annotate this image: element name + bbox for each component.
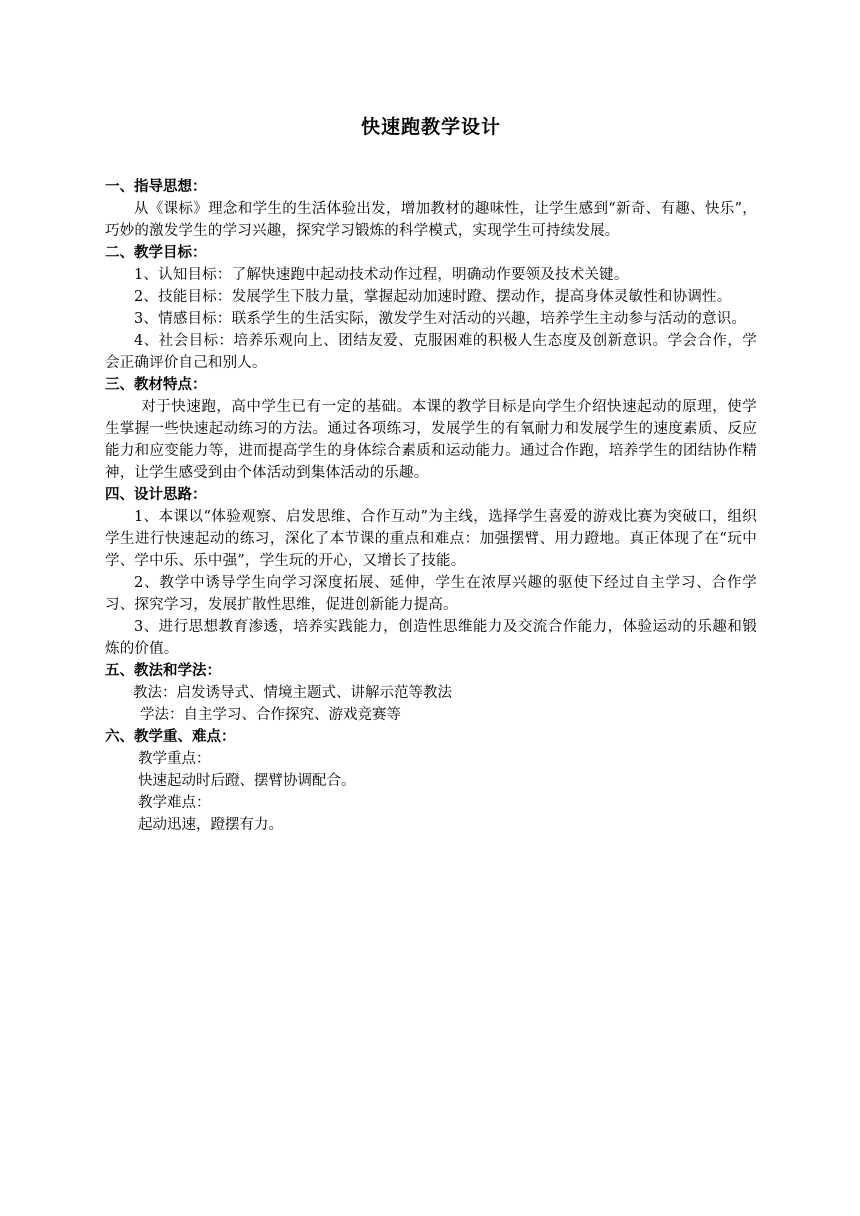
goal-emotion: 3、情感目标：联系学生的生活实际，激发学生对活动的兴趣，培养学生主动参与活动的意识。 bbox=[134, 311, 747, 327]
section-paragraph: 对于快速跑，高中学生已有一定的基础。本课的教学目标是向学生介绍快速起动的原理，使学生掌握一些快速起动练习的方法。通过各项练习，发展学生的有氧耐力和发展学生的速度素质、反应能力和应变能力等，进而提高学生的身体综合素质和运动能力。通过合作跑，培养学生的团结协作精神，让学生感受到由个体活动到集体活动的乐趣。 bbox=[105, 399, 757, 481]
section-key-points bbox=[105, 726, 757, 836]
section-design-ideas bbox=[105, 484, 757, 660]
goal-social: 4、社会目标：培养乐观向上、团结友爱、克服困难的积极人生态度及创新意识。学会合作，学会正确评价自己和别人。 bbox=[105, 333, 757, 371]
section-heading: 二、教学目标： bbox=[105, 245, 207, 261]
goal-skill: 2、技能目标：发展学生下肢力量，掌握起动加速时蹬、摆动作，提高身体灵敏性和协调性。 bbox=[134, 289, 732, 305]
design-idea-1: 1、本课以“体验观察、启发思维、合作互动”为主线，选择学生喜爱的游戏比赛为突破口，组织学生进行快速起动的练习，深化了本节课的重点和难点：加强摆臂、用力蹬地。真正体现了在“玩中学、学中乐、乐中强”，学生玩的开心，又增长了技能。 bbox=[105, 509, 757, 569]
section-teaching-goals bbox=[105, 242, 757, 374]
section-heading: 四、设计思路： bbox=[105, 487, 207, 503]
section-guiding-ideology bbox=[105, 176, 757, 242]
teaching-method: 教法：启发诱导式、情境主题式、讲解示范等教法 bbox=[133, 685, 452, 701]
section-material-features bbox=[105, 374, 757, 484]
learning-method: 学法：自主学习、合作探究、游戏竞赛等 bbox=[140, 707, 401, 723]
key-point-label: 教学重点： bbox=[138, 751, 211, 767]
design-idea-3: 3、进行思想教育渗透，培养实践能力，创造性思维能力及交流合作能力，体验运动的乐趣和锻炼的价值。 bbox=[105, 619, 757, 657]
section-heading: 五、教法和学法： bbox=[105, 663, 221, 679]
section-heading: 六、教学重、难点： bbox=[105, 729, 236, 745]
document-page bbox=[105, 112, 757, 836]
section-heading: 三、教材特点： bbox=[105, 377, 207, 393]
section-teaching-methods bbox=[105, 660, 757, 726]
key-point-text: 快速起动时后蹬、摆臂协调配合。 bbox=[138, 773, 356, 789]
goal-cognitive: 1、认知目标：了解快速跑中起动技术动作过程，明确动作要领及技术关键。 bbox=[134, 267, 629, 283]
design-idea-2: 2、教学中诱导学生向学习深度拓展、延伸，学生在浓厚兴趣的驱使下经过自主学习、合作学习、探究学习，发展扩散性思维，促进创新能力提高。 bbox=[105, 575, 757, 613]
section-heading: 一、指导思想： bbox=[105, 179, 207, 195]
document-title: 快速跑教学设计 bbox=[360, 116, 501, 138]
section-paragraph: 从《课标》理念和学生的生活体验出发，增加教材的趣味性，让学生感到“新奇、有趣、快乐”，巧妙的激发学生的学习兴趣，探究学习锻炼的科学模式，实现学生可持续发展。 bbox=[105, 201, 757, 239]
difficulty-label: 教学难点： bbox=[138, 795, 211, 811]
difficulty-text: 起动迅速，蹬摆有力。 bbox=[138, 817, 283, 833]
